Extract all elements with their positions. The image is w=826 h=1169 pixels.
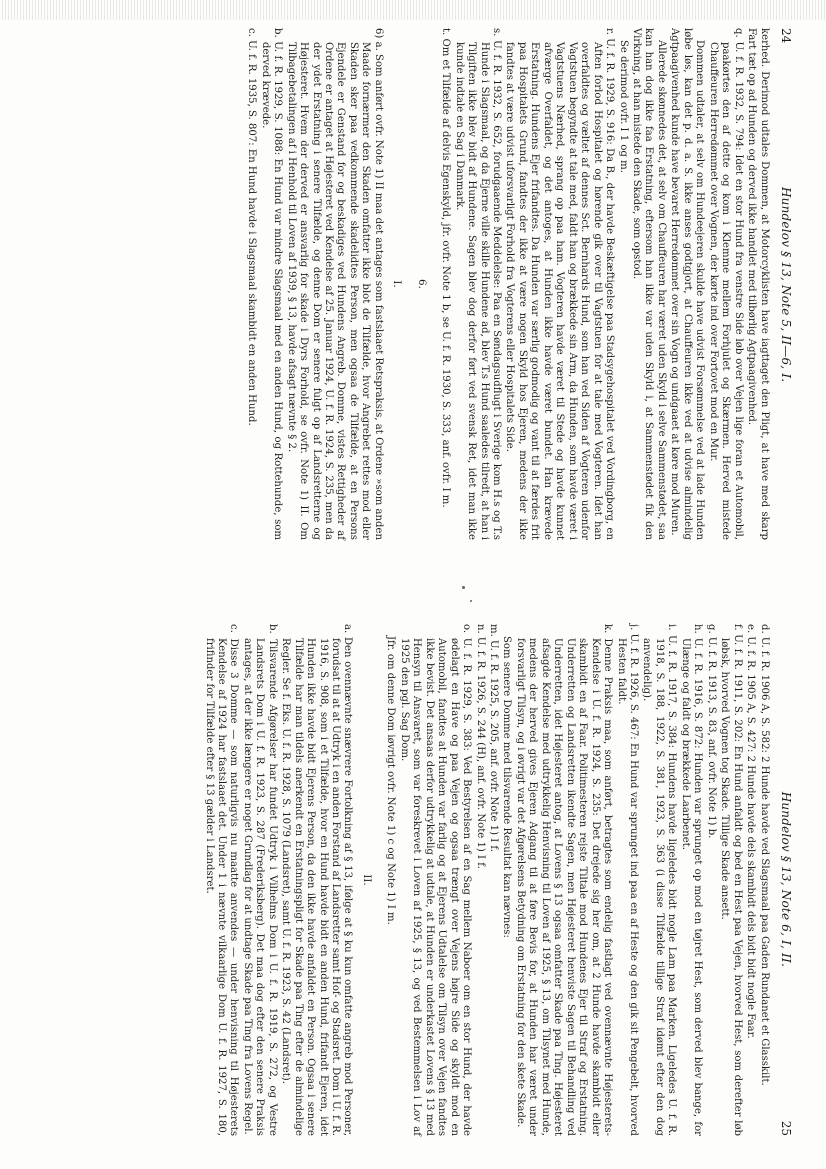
paragraph: i. U. f. R. 1917, S. 384: Hundens havde ligeledes bidt nogle Lam paa Marken. Ligeledes U. f. R. 1918, S. 188, 1922, S. 381, 1923, S. 363 (i disse Tilfælde tillige Straf idømt efter den dog anvendelig). bbox=[641, 624, 678, 1136]
paragraph: Jfr. om denne Dom iøvrigt ovfr. Note 1) c og Note 1) I m. bbox=[385, 636, 397, 925]
paragraph: e. U. f. R. 1905 A, S. 427: 2 Hunde havde dels skambidt dels bidt bidt nogle Faar. bbox=[745, 624, 757, 1039]
paragraph: d. U. f. R. 1906 A, S. 582: 2 Hunde havde ved Slagsmaal paa Gaden Rundanet et Glasskilt. bbox=[758, 624, 770, 1086]
paragraph: h. U. f. R. 1916, S. 872: Hunden var sprunget op mod en tøjret Hest, som derved blev bange, for Ulænge og faldt og brækkede Laarbenet. bbox=[679, 624, 704, 1136]
paragraph: o. U. f. R. 1929, S. 383: Ved Bestyrelsen af en Sag mellem Naboer om en stor Hund, der havde ødelagt en Have og paa Vejen og ogsaa trængt over Vejens højre Side og skyldt mod en Automobil, fandtes at Hunden var farlig og at Ejerens Udtalelse om Tilsyn over Vejen fandtes ikke bevist. Det ansaas derfor udtrykkelig at udtale, at Hunden er underkastet Lovens § 13 med Hensyn til Ansvaret, som var foreskrevet i Loven af 1925, § 13, og ved Bestemmelsen i Lov af 1925 den pgl. Sag Dom. bbox=[398, 624, 473, 1136]
right-page bbox=[32, 624, 792, 1136]
right-page-body bbox=[202, 624, 769, 1136]
paragraph: s. U. f. R. 1932, S. 652, forudgaaende Meddelelse: Paa en Søndagsudflugt i Sverige kom H.s og T.s Hunde i Slagsmaal, og da Ejerne ville skille Hundene ad, blev T.s Hund saaledes tilredt, at han i Tilgiften ikke blev bidt af Hundene. Sagen blev dog derfor ført ved svensk Ret, idet man ikke kunde indtale en Sag i Danmark. bbox=[453, 28, 503, 540]
paragraph: r. U. f. R. 1929, S. 916: Da B., der havde Beskæftigelse paa Stadsygehospitalet ved Vordingborg, en Aften forlod Hospitalet og hørende gik over til Vagtstuen for at tale med Vogteren. Idet han overfaldtes og væltet af dennes Sct. Bernhards Hund, som han ved Siden af Vogteren udenfor Vagtstuen begyndte at tale med, faldt han og brækkede sin Arm, da Hunden, som havde været i Vagtstuens Nærhed, sprang op paa ham. Vogteren havde været til Stede og havde kunnet afværge Overfaldet, og det antoges, at Hunden ikke havde været bundet. Han krævede Erstatning. Hundens Ejer frifandtes. Da Hunden var særlig godmodig og vant til at færdes frit paa Hospitalets Grund, fandtes der ikke at være nogen Skyld hos Ejeren, medens der ikke fandtes at være udvist uforsvarligt Forhold fra Vogterens eller Hospitalets Side. bbox=[504, 28, 616, 540]
paragraph: 6) a. Som anført ovfr. Note 1) II maa det antages som fastslaaet Retspraksis, at Ordene »som anden Maade fornærmer den Skaden omfatter ikke blot de Tilfælde, hvor Angrebet rettes mod eller Skaden sker paa vedkommende skadelidtes Person, men ogsaa de Tilfælde, at en Persons Ejendele er Genstand for og beskadiges ved Hundens Angreb. Domme, vistes Rettigheder af Ordene er antaget at Højesteret ved Kendelse af 25. Januar 1924, U. f. R. 1924, S. 235, men da der ydet Erstatning i senere Tilfælde, og denne Dom er senere fulgt op af Landsretterne og Højesteret. Hvem der derved er ansvarlig for skade i Dyrs Forhold, se ovfr. Note 1) II. Om Tilbagebetalingen af i Henhold til Loven af 1939, § 13, havde afsagt nævnte § 2. bbox=[285, 28, 384, 540]
paragraph: t. Om et Tilfælde af delvis Egenskyld, jfr. ovfr. Note 1 b, se U. f. R. 1930, S. 333, anf. ovfr. I m. bbox=[440, 28, 452, 508]
left-page-body bbox=[245, 28, 770, 540]
paragraph: f. U. f. R. 1911, S. 202: En Hund anfaldt og bed en Hest paa Vejen, hvorved Hest, som derefter løb løbsk, hvorved Vognen tog Skade. Tillige Skade ansett. bbox=[719, 624, 743, 1136]
running-title: Hundelov § 13, Note 6, I, II. bbox=[779, 791, 793, 967]
paragraph: j. U. f. R. 1926, S. 467: En Hund var sprunget ind paa en af Heste og den gik sit Pengebelt, hvorved Hesten faldt. bbox=[615, 624, 640, 1136]
paragraph: c. U. f. R. 1935, S. 807: En Hund havde i Slagsmaal skambidt en anden Hund. bbox=[246, 28, 258, 426]
paragraph: c. Disse 3 Domme — som naturligvis nu maatte anvendes — under henvisning til Højesterets Kendelse af 1924 har fastslaaet det. Under 1 i nævnte vilkaarlige Dom U. f. R. 1927, S. 180, frifinder for Tilfælde efter § 13 gælder i Landsret. bbox=[203, 624, 240, 1136]
paragraph: n. U. f. R. 1926, S. 244 (H), anf. ovfr. Note 1) I f. bbox=[474, 624, 486, 869]
paragraph: Som senere Domme med tilsvarende Resultat kan nævnes: bbox=[501, 636, 513, 938]
paragraph: kerhed. Derimod udtales Dommen, at Motorcyklisten have iagttaget den Pligt, at have med skarp Fart tæt op ad Hunden og derved ikke handlet med tilbørlig Agtpaagivenhed. bbox=[746, 28, 770, 540]
paragraph: a. Den ovennævnte snævrere Fortolkning af § 13, ifølge at § ku kun omfatte angreb mod Personer, forudsat til at at Udtryk i en anden Forstand af Landsretter samt Hof- og Stadsret. Dom i U. f. R. 1916, S. 908, som i et Tilfælde, hvor en Hund havde bidt en anden Hund, frifandt Ejeren, idet Hunden ikke havde bidt Ejerens Person, da den ikke havde anfaldet en Person. Ogsaa i senere Tilfælde har man tildels anerkendt en Erstatningspligt for Skade paa Ting efter de almindelige Regler. Se f. Eks. U. f. R. 1928, S. 1079 (Landsret), samt U. f. R. 1923, S. 42 (Landsret). bbox=[280, 624, 354, 1136]
section-heading: II. bbox=[360, 874, 372, 886]
paragraph: q. U. f. R. 1932, S. 794: Idet en stor Hund fra venstre Side løb over Vejen lige foran et Automobil, paakørtes den af dette og kom i Klemme mellem Forhjulet og Skærmen. Herved mistede Chauffeuren Herredømmet over Vognen, der kørte ind over Fortovet mod en Mur. bbox=[707, 28, 744, 540]
paragraph: g. U. f. R. 1913, S. 83, anf. ovfr. Note 1) b. bbox=[705, 624, 717, 839]
paragraph: b. U. f. R. 1929, S. 1088: En Hund var mindre Slagsmaal med en anden Hund, og Rottehunde, som derved krævede. bbox=[259, 28, 284, 540]
page-number: 25 bbox=[779, 1120, 793, 1136]
paragraph: Allerede skønnedes det, at selv om Chauffeuren har været uden Skyld i selve Sammenstødet, saa kan han dog ikke faa Erstatning, eftersom han ikke var uden Skyld i, at Sammenstødet fik den Virkning, at han mistede den Skade, som opstod. bbox=[631, 28, 667, 540]
section-heading: I. bbox=[391, 280, 403, 288]
right-page-header bbox=[780, 624, 792, 1136]
paragraph: k. Denne Praksis maa, som anført, betragtes som endelig fastlagt ved ovennævnte Højesterets-Kendelse i U. f. R. 1924, S. 235: Det drejede sig her om, at 2 Hunde havde skambidt eller skambidt en af Faar. Politimesteren rejste Tiltale mod Hundenes Ejer til Straf og Erstatning. Underretten og Landsretten ikendte Sagen, men Højesteret henviste Sagen til Behandling ved Underretten, idet Højesteret antog, at Lovens § 13 ogsaa omfatter Skade paa Ting. Højesteret afsagde Kendelse med udtrykkelig Henvisning til Loven af 1925, § 13, om Tilsynet med Hunde, medens der herved gives Ejeren Adgang til at føre Bevis for, at Hunden har været under forsvarligt Tilsyn, og i øvrigt var det Afgørelsens Betydning om Erstatning for den skete Skade. bbox=[514, 624, 614, 1136]
left-page-header bbox=[780, 28, 792, 540]
left-page bbox=[32, 28, 792, 540]
running-title: Hundelov § 13, Note 5, II—6, I. bbox=[779, 186, 793, 383]
paragraph: Dommen udtaler, at selv om Hundeejeren skulde have udvist Forsømmelse ved at lade Hunden løbe løs, kan det p. d. a. S. ikke anses godtgjort, at Chauffeuren ikke ved at udvise almindelig Agtpaagivenhed kunde have bevaret Herredømmet over sin Vogn og undgaaet at køre mod Muren. bbox=[669, 28, 706, 540]
paragraph: Se derimod ovfr. I 1 og m. bbox=[617, 40, 629, 173]
paragraph: m. U. f. R. 1925, S. 205, anf. ovfr. Note 1) I f. bbox=[488, 624, 500, 853]
paragraph: b. Tilsvarende Afgørelser har fundet Udtryk i Vilhelms Dom i U. f. R. 1919, S. 272, og Vestre Landsrets Dom i U. f. R. 1923, S. 287 (Frederiksberg). Det maa dog efter den senere Praksis antages, at der ikke længere er noget Grundlag for at undtage Skade paa Ting fra Lovens Regel. bbox=[241, 624, 278, 1136]
page-number: 24 bbox=[779, 28, 793, 44]
section-heading: 6. bbox=[415, 279, 427, 289]
